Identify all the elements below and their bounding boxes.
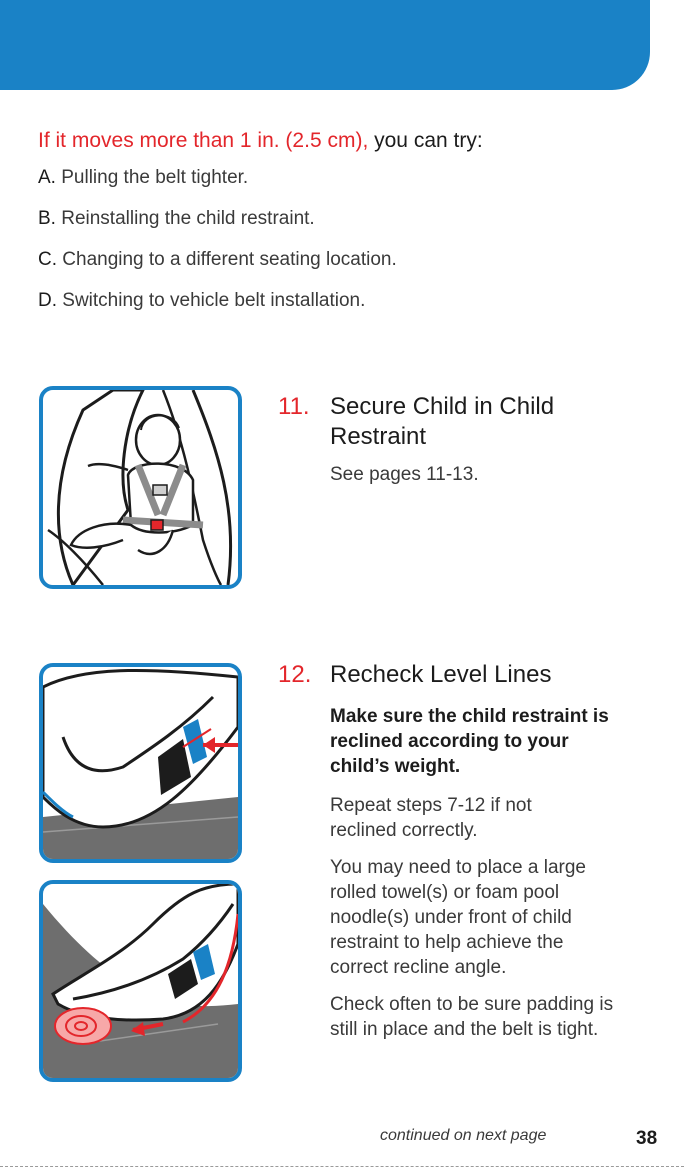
step-11-title: Secure Child in Child Restraint: [330, 393, 555, 450]
intro-title-lead: you can try:: [374, 129, 483, 152]
option-text: Switching to vehicle belt installation.: [62, 290, 366, 311]
option-text: Changing to a different seating location.: [62, 249, 397, 270]
option-text: Reinstalling the child restraint.: [61, 208, 315, 229]
continued-note: continued on next page: [380, 1127, 547, 1144]
header-band: [0, 0, 650, 90]
option-a: [38, 165, 638, 190]
option-letter: D.: [38, 290, 57, 311]
step-11-heading: [278, 392, 630, 452]
step-12-emphasis: Make sure the child restraint is reclined according to your child’s weight.: [330, 706, 609, 777]
option-text: Pulling the belt tighter.: [61, 167, 249, 188]
step-12-heading: [278, 660, 630, 690]
option-letter: C.: [38, 249, 57, 270]
intro-section: [38, 126, 638, 329]
intro-title: [38, 126, 638, 156]
option-d: [38, 288, 638, 313]
step-12-paragraph-3: Check often to be sure padding is still in place and the belt is tight.: [330, 994, 614, 1040]
option-c: [38, 247, 638, 272]
step-11-body: [330, 462, 630, 499]
step-12-paragraph-2: You may need to place a large rolled towel(s) or foam pool noodle(s) under front of child restraint to help achieve the correct recline angle.: [330, 857, 586, 978]
towel-under-seat-illustration: [39, 880, 242, 1082]
step-12-title: Recheck Level Lines: [330, 661, 552, 688]
level-line-drawing: [43, 667, 238, 859]
option-letter: A.: [38, 167, 56, 188]
child-in-seat-illustration: [39, 386, 242, 589]
page-number: 38: [636, 1128, 658, 1149]
step-11-text: See pages 11-13.: [330, 464, 479, 485]
child-in-seat-drawing: [43, 390, 238, 585]
option-b: [38, 206, 638, 231]
level-line-illustration: [39, 663, 242, 863]
step-12-number: 12.: [278, 661, 312, 688]
step-12-paragraph-1: Repeat steps 7-12 if not reclined correctly.: [330, 795, 532, 841]
intro-title-warning: If it moves more than 1 in. (2.5 cm),: [38, 129, 369, 152]
towel-under-seat-drawing: [43, 884, 238, 1078]
bottom-rule: [0, 1166, 684, 1167]
step-11-number: 11.: [278, 393, 310, 420]
option-letter: B.: [38, 208, 56, 229]
step-12-body: [330, 704, 630, 1054]
